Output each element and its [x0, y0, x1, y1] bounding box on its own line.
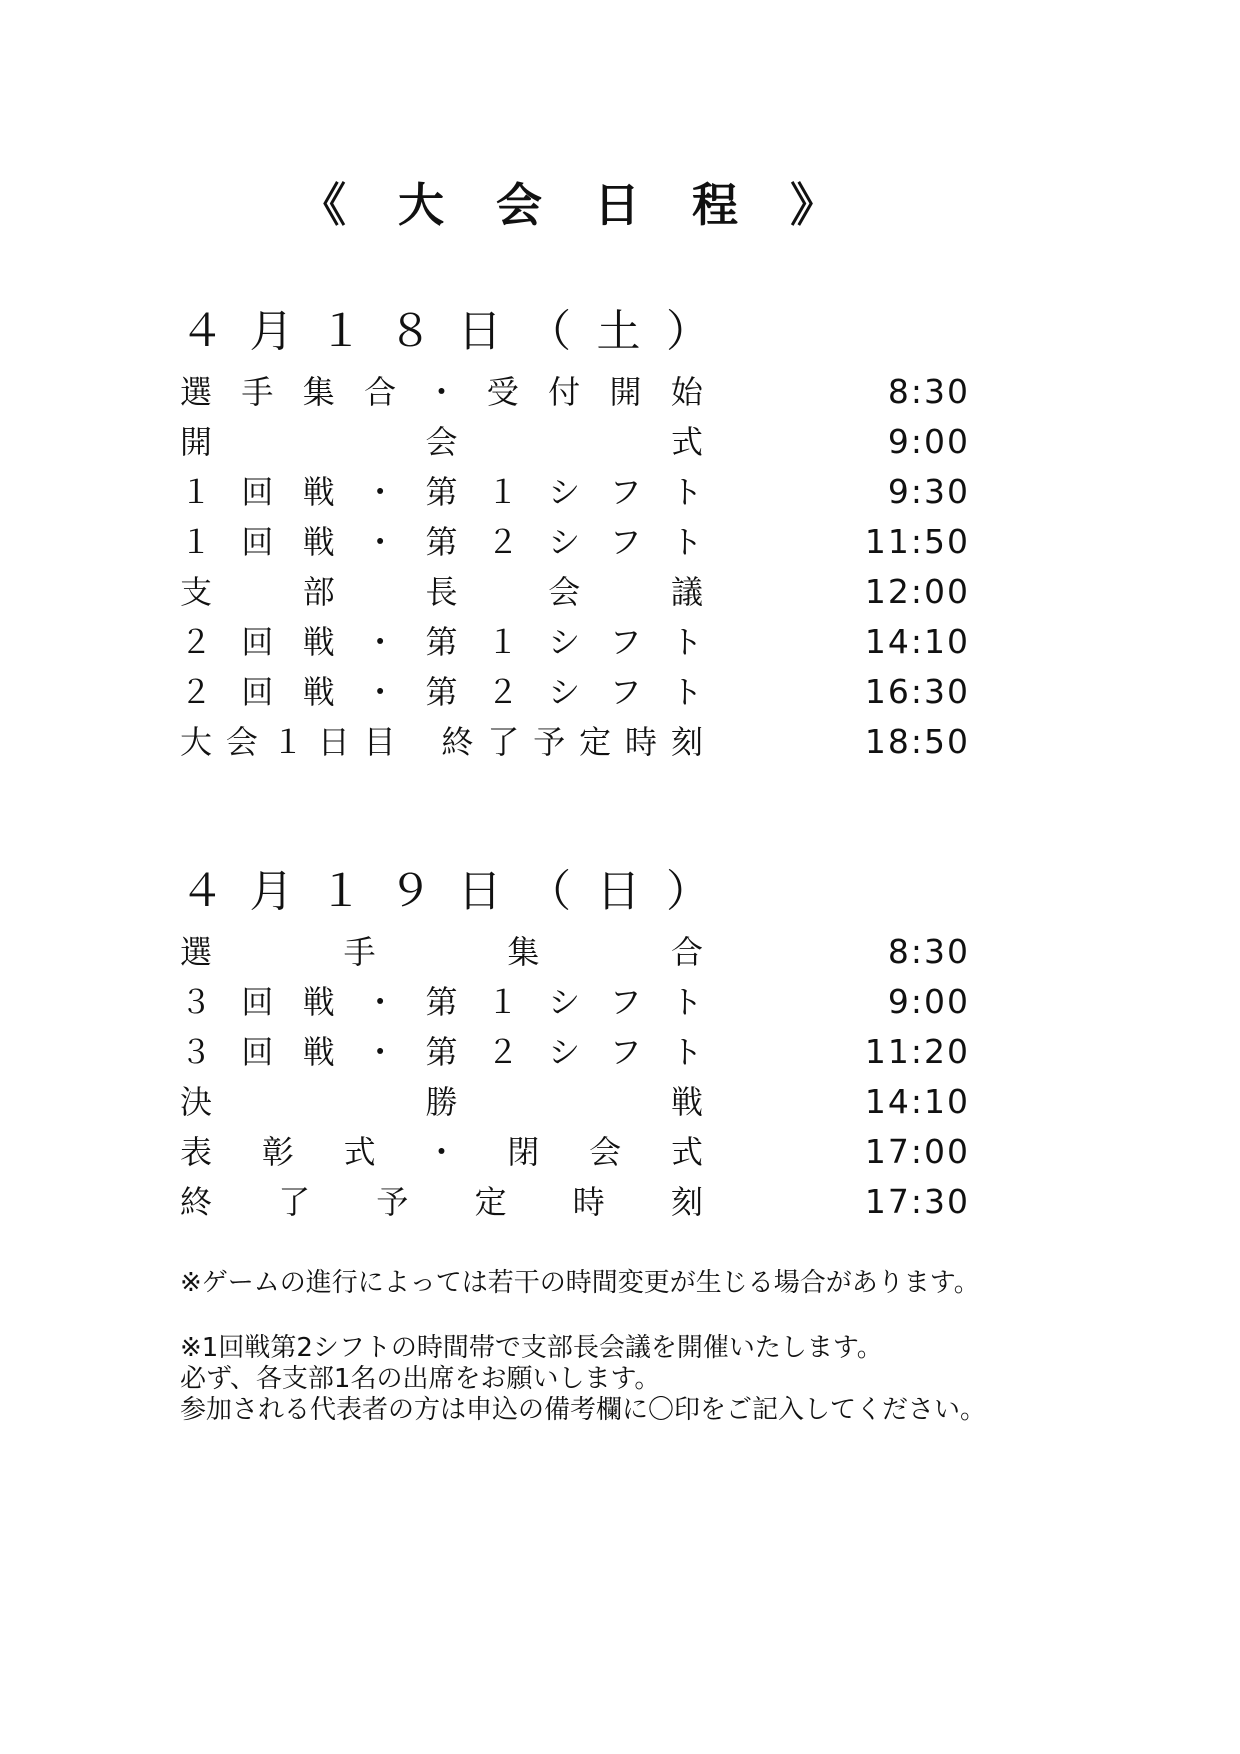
- label-char: ２: [180, 623, 213, 661]
- schedule-row: [180, 717, 970, 767]
- label-char: 会: [548, 573, 581, 611]
- note-meeting-line: 必ず、各支部1名の出席をお願いします。: [180, 1364, 661, 1394]
- event-time: 18:50: [864, 722, 970, 761]
- heading-char: （: [527, 866, 572, 917]
- label-char: 回: [241, 1033, 274, 1071]
- schedule-row: [180, 1177, 970, 1227]
- label-char: 戦: [670, 1083, 703, 1121]
- label-char: シ: [548, 983, 581, 1021]
- day1-heading: [180, 306, 710, 357]
- note-meeting-line: ※1回戦第2シフトの時間帯で支部長会議を開催いたします。: [180, 1333, 883, 1363]
- label-char: 式: [343, 1133, 376, 1171]
- schedule-row: [180, 467, 970, 517]
- label-char: ・: [364, 1033, 397, 1071]
- label-char: 日: [317, 723, 350, 761]
- event-label: [180, 367, 703, 417]
- label-char: シ: [548, 523, 581, 561]
- label-char: ３: [180, 983, 213, 1021]
- label-char: 終: [180, 1183, 213, 1221]
- label-char: 回: [241, 983, 274, 1021]
- label-char: 閉: [507, 1133, 540, 1171]
- event-label: [180, 417, 703, 467]
- schedule-row: [180, 977, 970, 1027]
- label-char: 予: [533, 723, 566, 761]
- event-time: 8:30: [887, 932, 970, 971]
- label-char: 回: [241, 473, 274, 511]
- label-char: １: [271, 723, 304, 761]
- heading-char: ）: [665, 306, 710, 357]
- heading-char: １: [318, 306, 363, 357]
- heading-char: 月: [249, 306, 294, 357]
- label-char: 決: [180, 1083, 213, 1121]
- event-time: 17:00: [864, 1132, 970, 1171]
- label-char: ト: [670, 1033, 703, 1071]
- label-char: 時: [625, 723, 658, 761]
- schedule-row: [180, 1077, 970, 1127]
- heading-char: ４: [180, 306, 224, 357]
- label-char: フ: [609, 623, 642, 661]
- event-label: [180, 927, 703, 977]
- schedule-row: [180, 367, 970, 417]
- heading-char: 土: [596, 306, 641, 357]
- event-time: 11:50: [864, 522, 970, 561]
- heading-char: ）: [665, 866, 710, 917]
- label-char: 議: [670, 573, 703, 611]
- label-char: 目: [363, 723, 396, 761]
- label-char: 会: [425, 423, 458, 461]
- heading-char: ８: [388, 306, 433, 357]
- event-label: [180, 467, 703, 517]
- label-char: 長: [425, 573, 458, 611]
- label-char: 会: [225, 723, 258, 761]
- note-time-change: ※ゲームの進行によっては若干の時間変更が生じる場合があります。: [180, 1268, 980, 1298]
- label-char: フ: [609, 983, 642, 1021]
- label-char: 刻: [670, 1183, 703, 1221]
- label-char: 了: [278, 1183, 311, 1221]
- schedule-row: [180, 1127, 970, 1177]
- label-char: 受: [486, 373, 519, 411]
- label-char: 定: [579, 723, 612, 761]
- heading-char: 月: [249, 866, 294, 917]
- label-char: ト: [670, 473, 703, 511]
- event-label: [180, 667, 703, 717]
- notes: [180, 1268, 1080, 1426]
- label-char: 回: [241, 523, 274, 561]
- label-char: 第: [425, 523, 458, 561]
- label-char: 合: [364, 373, 397, 411]
- label-char: 戦: [302, 473, 335, 511]
- label-char: 選: [180, 933, 213, 971]
- label-char: 合: [670, 933, 703, 971]
- label-char: ト: [670, 623, 703, 661]
- label-char: 手: [241, 373, 274, 411]
- event-label: [180, 977, 703, 1027]
- label-char: シ: [548, 1033, 581, 1071]
- label-char: ・: [364, 473, 397, 511]
- event-time: 11:20: [864, 1032, 970, 1071]
- label-char: 第: [425, 623, 458, 661]
- label-char: １: [180, 473, 213, 511]
- label-char: 定: [474, 1183, 507, 1221]
- schedule-row: [180, 1027, 970, 1077]
- event-time: 16:30: [864, 672, 970, 711]
- label-char: ２: [486, 1033, 519, 1071]
- label-char: 開: [180, 423, 213, 461]
- label-char: ・: [364, 523, 397, 561]
- event-label: [180, 1077, 703, 1127]
- label-char: 彰: [261, 1133, 294, 1171]
- label-char: ２: [180, 673, 213, 711]
- note-meeting-line: 参加される代表者の方は申込の備考欄に〇印をご記入してください。: [180, 1395, 987, 1425]
- event-label: [180, 617, 703, 667]
- label-char: フ: [609, 523, 642, 561]
- schedule-row: [180, 927, 970, 977]
- label-char: 式: [670, 423, 703, 461]
- label-char: フ: [609, 673, 642, 711]
- label-char: 開: [609, 373, 642, 411]
- event-time: 9:30: [887, 472, 970, 511]
- label-char: シ: [548, 473, 581, 511]
- label-char: ・: [425, 373, 458, 411]
- label-char: 会: [589, 1133, 622, 1171]
- label-char: ト: [670, 523, 703, 561]
- label-char: ト: [670, 983, 703, 1021]
- label-spacer: [410, 717, 428, 767]
- label-char: 勝: [425, 1083, 458, 1121]
- label-char: 第: [425, 1033, 458, 1071]
- label-char: 回: [241, 623, 274, 661]
- heading-char: 日: [596, 866, 641, 917]
- day2-schedule: [180, 927, 970, 1227]
- schedule-row: [180, 417, 970, 467]
- label-char: 戦: [302, 673, 335, 711]
- label-char: 予: [376, 1183, 409, 1221]
- label-char: 集: [302, 373, 335, 411]
- label-char: ト: [670, 673, 703, 711]
- schedule-row: [180, 567, 970, 617]
- label-char: ２: [486, 673, 519, 711]
- label-char: 戦: [302, 523, 335, 561]
- label-char: ３: [180, 1033, 213, 1071]
- label-char: 集: [507, 933, 540, 971]
- event-label: [180, 1127, 703, 1177]
- label-char: １: [486, 983, 519, 1021]
- day1-schedule: [180, 367, 970, 767]
- label-char: 大: [180, 723, 213, 761]
- event-label: [180, 1027, 703, 1077]
- heading-char: １: [318, 866, 363, 917]
- label-char: 終: [441, 723, 474, 761]
- label-char: 手: [343, 933, 376, 971]
- label-char: フ: [609, 473, 642, 511]
- event-time: 9:00: [887, 422, 970, 461]
- event-label: [180, 567, 703, 617]
- event-time: 12:00: [864, 572, 970, 611]
- label-char: 戦: [302, 1033, 335, 1071]
- heading-char: ９: [388, 866, 433, 917]
- label-char: 表: [180, 1133, 213, 1171]
- schedule-row: [180, 517, 970, 567]
- label-char: ・: [425, 1133, 458, 1171]
- schedule-row: [180, 667, 970, 717]
- day2-heading: [180, 866, 710, 917]
- label-char: 時: [572, 1183, 605, 1221]
- label-char: １: [486, 623, 519, 661]
- label-char: ・: [364, 623, 397, 661]
- event-time: 8:30: [887, 372, 970, 411]
- heading-char: （: [527, 306, 572, 357]
- label-char: 戦: [302, 623, 335, 661]
- heading-char: 日: [457, 306, 502, 357]
- heading-char: ４: [180, 866, 224, 917]
- label-char: 刻: [670, 723, 703, 761]
- heading-char: 日: [457, 866, 502, 917]
- label-char: 了: [487, 723, 520, 761]
- label-char: シ: [548, 623, 581, 661]
- label-char: シ: [548, 673, 581, 711]
- label-char: 式: [670, 1133, 703, 1171]
- event-time: 14:10: [864, 622, 970, 661]
- label-char: ２: [486, 523, 519, 561]
- label-char: 付: [548, 373, 581, 411]
- label-char: 第: [425, 473, 458, 511]
- event-label: [180, 1177, 703, 1227]
- label-char: 第: [425, 673, 458, 711]
- event-time: 9:00: [887, 982, 970, 1021]
- label-char: ・: [364, 673, 397, 711]
- label-char: フ: [609, 1033, 642, 1071]
- schedule-row: [180, 617, 970, 667]
- label-char: １: [180, 523, 213, 561]
- label-char: ・: [364, 983, 397, 1021]
- event-time: 14:10: [864, 1082, 970, 1121]
- page-title: 《 大 会 日 程 》: [300, 178, 855, 232]
- label-char: 回: [241, 673, 274, 711]
- label-char: 第: [425, 983, 458, 1021]
- label-char: １: [486, 473, 519, 511]
- label-char: 戦: [302, 983, 335, 1021]
- event-time: 17:30: [864, 1182, 970, 1221]
- event-label: [180, 717, 703, 767]
- label-char: 部: [302, 573, 335, 611]
- event-label: [180, 517, 703, 567]
- label-char: 始: [670, 373, 703, 411]
- label-char: 支: [180, 573, 213, 611]
- label-char: 選: [180, 373, 213, 411]
